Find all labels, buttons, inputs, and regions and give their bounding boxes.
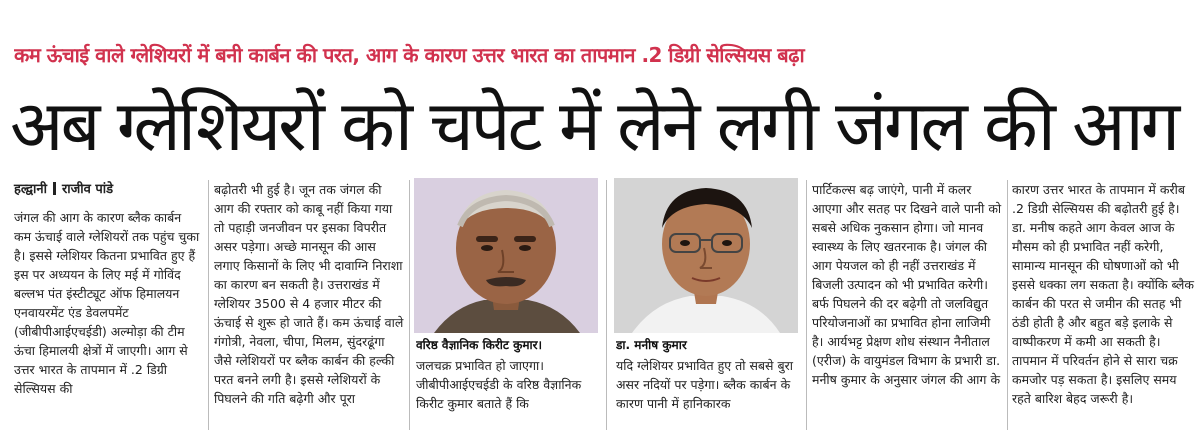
column-divider — [806, 180, 807, 430]
portrait-illustration — [614, 178, 798, 333]
column-1-text: जंगल की आग के कारण ब्लैक कार्बन कम ऊंचाई वाले ग्लेशियरों तक पहुंच चुका है। इससे ग्लेशियर कितना प्रभावित हुए हैं इस पर अध्ययन के लिए मई में गोविंद बल्लभ पंत इंस्टीट्यूट ऑफ हिमालयन एनवायरमेंट एंड डेवलपमेंट (जीबीपीआईएचईडी) अल्मोड़ा की टीम ऊंचा हिमालयी क्षेत्रों में जाएगी। आग से उत्तर भारत के तापमान में .2 डिग्री सेल्सियस की — [14, 210, 200, 396]
article-column-4 — [616, 356, 804, 430]
photo-caption-kirit-kumar: वरिष्ठ वैज्ञानिक किरीट कुमार। — [416, 338, 543, 352]
photo-kirit-kumar — [414, 178, 598, 333]
article-column-6 — [1012, 180, 1196, 430]
kicker-subheadline: कम ऊंचाई वाले ग्लेशियरों में बनी कार्बन की परत, आग के कारण उत्तर भारत का तापमान .2 डिग्री सेल्सियस बढ़ा — [14, 43, 805, 67]
column-3-text: जलचक्र प्रभावित हो जाएगा। जीबीपीआईएचईडी के वरिष्ठ वैज्ञानिक किरीट कुमार बताते हैं कि — [416, 358, 582, 411]
column-2-text: बढ़ोतरी भी हुई है। जून तक जंगल की आग की रफ्तार को काबू नहीं किया गया तो पहाड़ी जनजीवन पर इसका विपरीत असर पड़ेगा। अच्छे मानसून की आस लगाए किसानों के लिए भी दावाग्नि निराशा का कारण बन सकती है। उत्तराखंड में ग्लेशियर 3500 से 4 हजार मीटर की ऊंचाई से शुरू हो जाते हैं। कम ऊंचाई वाले गंगोत्री, नेवला, चीपा, मिलम, सुंदरढूंगा जैसे ग्लेशियरों पर ब्लैक कार्बन की हल्की परत बनने लगी है। इससे ग्लेशियरों के पिघलने की गति बढ़ेगी और पूरा — [214, 182, 404, 406]
photo-manish-kumar — [614, 178, 798, 333]
column-divider — [1007, 180, 1008, 430]
column-6-text: कारण उत्तर भारत के तापमान में करीब .2 डिग्री सेल्सियस की बढ़ोतरी हुई है। डा. मनीष कहते आग केवल आज के मौसम को ही प्रभावित नहीं करेगी, सामान्य मानसून की घोषणाओं को भी इससे धक्का लग सकता है। क्योंकि ब्लैक कार्बन की परत से जमीन की सतह भी ठंडी होती है और बहुत बड़े इलाके से वाष्पीकरण में कमी आ सकती है। तापमान में परिवर्तन होने से सारा चक्र कमजोर पड़ सकता है। इसलिए समय रहते बारिश बेहद जरूरी है। — [1012, 182, 1194, 406]
byline-author: राजीव पांडे — [61, 182, 114, 197]
article-column-2 — [214, 180, 404, 430]
article-column-1 — [14, 208, 202, 430]
portrait-illustration — [414, 178, 598, 333]
column-divider — [606, 180, 607, 430]
article-column-3 — [416, 356, 604, 430]
byline-separator — [53, 182, 56, 195]
column-divider — [208, 180, 209, 430]
photo-caption-manish-kumar: डा. मनीष कुमार — [616, 338, 687, 352]
byline — [14, 180, 199, 200]
headline: अब ग्लेशियरों को चपेट में लेने लगी जंगल की आग — [10, 85, 1178, 167]
column-divider — [409, 180, 410, 430]
byline-place: हल्द्वानी — [14, 182, 47, 197]
column-5-text: पार्टिकल्स बढ़ जाएंगे, पानी में कलर आएगा और सतह पर दिखने वाले पानी को सबसे अधिक नुकसान होगा। जो मानव स्वास्थ्य के लिए खतरनाक है। जंगल की आग पेयजल को ही नहीं उत्तराखंड में बिजली उत्पादन को भी प्रभावित करेगी। बर्फ पिघलने की दर बढ़ेगी तो जलविद्युत परियोजनाओं का प्रभावित होना लाजिमी है। आर्यभट्ट प्रेक्षण शोध संस्थान नैनीताल (एरीज) के वायुमंडल विभाग के प्रभारी डा. मनीष कुमार के अनुसार जंगल की आग के — [812, 182, 1002, 387]
column-4-text: यदि ग्लेशियर प्रभावित हुए तो सबसे बुरा असर नदियों पर पड़ेगा। ब्लैक कार्बन के कारण पानी में हानिकारक — [616, 358, 793, 411]
article-column-5 — [812, 180, 1002, 430]
